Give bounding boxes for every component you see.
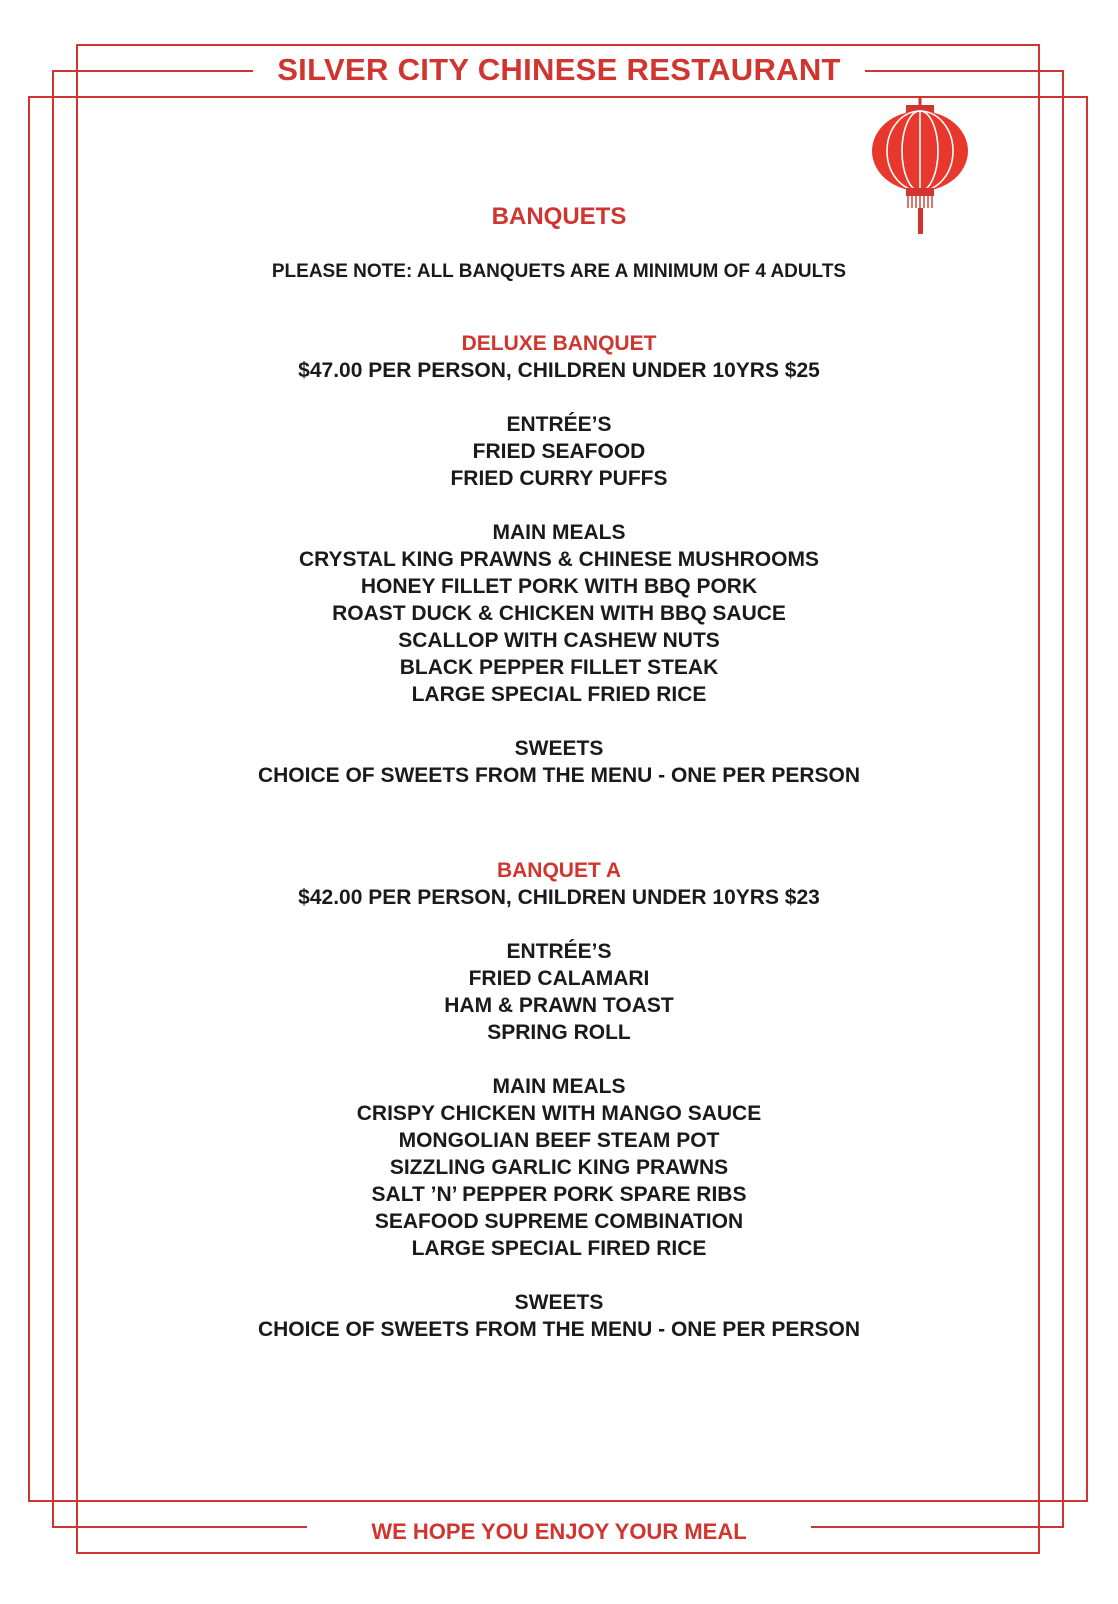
menu-item: SCALLOP WITH CASHEW NUTS	[398, 629, 720, 652]
menu-item: FRIED CALAMARI	[468, 967, 650, 990]
menu-item: ROAST DUCK & CHICKEN WITH BBQ SAUCE	[332, 602, 786, 625]
banquet-deluxe	[0, 330, 1118, 789]
menu-item: SPRING ROLL	[487, 1021, 631, 1044]
sweets-section	[0, 735, 1118, 789]
banquet-name: DELUXE BANQUET	[461, 332, 657, 355]
menu-item: FRIED CURRY PUFFS	[450, 467, 668, 490]
footer-message: WE HOPE YOU ENJOY YOUR MEAL	[307, 1516, 810, 1548]
menu-item: FRIED SEAFOOD	[472, 440, 646, 463]
menu-item: MONGOLIAN BEEF STEAM POT	[398, 1129, 720, 1152]
banquet-price: $42.00 PER PERSON, CHILDREN UNDER 10YRS $23	[298, 886, 820, 909]
section-title: SWEETS	[514, 1291, 604, 1314]
menu-item: CRYSTAL KING PRAWNS & CHINESE MUSHROOMS	[299, 548, 819, 571]
section-title: MAIN MEALS	[492, 521, 626, 544]
banquet-a	[0, 857, 1118, 1343]
footer	[0, 1516, 1118, 1548]
menu-item: CHOICE OF SWEETS FROM THE MENU - ONE PER PERSON	[257, 1318, 861, 1341]
minimum-note: PLEASE NOTE: ALL BANQUETS ARE A MINIMUM OF 4 ADULTS	[271, 261, 847, 282]
entrees-section	[0, 938, 1118, 1046]
menu-item: SIZZLING GARLIC KING PRAWNS	[389, 1156, 729, 1179]
section-title: MAIN MEALS	[492, 1075, 626, 1098]
entrees-section	[0, 411, 1118, 492]
section-title: ENTRÉE’S	[506, 413, 612, 436]
section-title: SWEETS	[514, 737, 604, 760]
banquet-name: BANQUET A	[496, 859, 622, 882]
menu-item: SALT ’N’ PEPPER PORK SPARE RIBS	[371, 1183, 747, 1206]
menu-item: LARGE SPECIAL FIRED RICE	[411, 1237, 707, 1260]
menu-item: HONEY FILLET PORK WITH BBQ PORK	[360, 575, 758, 598]
menu-item: CRISPY CHICKEN WITH MANGO SAUCE	[356, 1102, 762, 1125]
menu-content	[0, 200, 1118, 1343]
menu-item: LARGE SPECIAL FRIED RICE	[411, 683, 707, 706]
mains-section	[0, 519, 1118, 708]
header	[0, 48, 1118, 92]
sweets-section	[0, 1289, 1118, 1343]
banquet-price: $47.00 PER PERSON, CHILDREN UNDER 10YRS $25	[298, 359, 820, 382]
page-title: BANQUETS	[491, 203, 627, 230]
restaurant-name: SILVER CITY CHINESE RESTAURANT	[253, 48, 865, 92]
menu-item: BLACK PEPPER FILLET STEAK	[399, 656, 719, 679]
mains-section	[0, 1073, 1118, 1262]
menu-item: CHOICE OF SWEETS FROM THE MENU - ONE PER PERSON	[257, 764, 861, 787]
section-title: ENTRÉE’S	[506, 940, 612, 963]
menu-item: SEAFOOD SUPREME COMBINATION	[374, 1210, 744, 1233]
menu-item: HAM & PRAWN TOAST	[444, 994, 674, 1017]
